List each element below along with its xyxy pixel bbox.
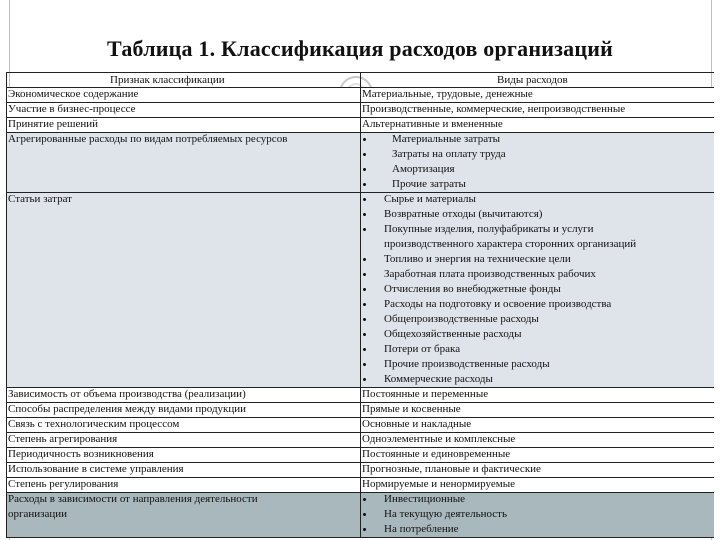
bullet-icon [363,513,366,516]
bullet-icon [363,258,366,261]
expense-type-text: Расходы на подготовку и освоение производства [384,298,612,310]
criterion-text: Зависимость от объема производства (реализации) [8,388,246,400]
expense-type-text: Постоянные и переменные [362,388,489,400]
criterion-text: Экономическое содержание [8,88,139,100]
expense-type-text: Материальные затраты [392,133,501,145]
bullet-icon [363,288,366,291]
criterion-text: Связь с технологическим процессом [8,418,180,430]
bullet-icon [363,528,366,531]
criterion-text: организации [8,508,68,520]
expense-type-text: Нормируемые и ненормируемые [362,478,516,490]
bullet-icon [363,333,366,336]
criterion-text: Способы распределения между видами продукции [8,403,247,415]
criterion-text: Принятие решений [8,118,98,130]
slide-title: Таблица 1. Классификация расходов организаций [107,36,613,61]
criterion-text: Статьи затрат [8,193,72,205]
expense-type-text: Возвратные отходы (вычитаются) [384,208,543,220]
header-expense-types: Виды расходов [497,74,568,86]
expense-type-text: Затраты на оплату труда [392,148,506,160]
expense-type-text: Производственные, коммерческие, непроизводственные [362,103,626,115]
expense-type-text: Отчисления во внебюджетные фонды [384,283,561,295]
criterion-text: Агрегированные расходы по видам потребляемых ресурсов [8,133,288,145]
bullet-icon [363,183,366,186]
bullet-icon [363,213,366,216]
bullet-icon [363,363,366,366]
bullet-icon [363,153,366,156]
expense-type-text: Коммерческие расходы [384,373,493,385]
bullet-icon [363,168,366,171]
table-left-border [6,72,7,537]
expense-type-text: Альтернативные и вмененные [362,118,503,130]
criterion-text: Периодичность возникновения [8,448,154,460]
bullet-icon [363,138,366,141]
expense-type-text-continued: производственного характера сторонних организаций [384,238,637,250]
bullet-icon [363,318,366,321]
bullet-icon [363,348,366,351]
expense-type-text: Основные и накладные [362,418,472,430]
row-divider [6,537,714,538]
expense-type-text: Одноэлементные и комплексные [362,433,516,445]
bullet-icon [363,378,366,381]
expense-type-text: Прочие затраты [392,178,466,190]
criterion-text: Степень агрегирования [8,433,118,445]
expense-type-text: На текущую деятельность [384,508,507,520]
expense-type-text: На потребление [384,523,459,535]
expense-type-text: Инвестиционные [384,493,466,505]
expense-type-text: Общехозяйственные расходы [384,328,522,340]
bullet-icon [363,498,366,501]
expense-type-text: Материальные, трудовые, денежные [362,88,533,100]
bullet-icon [363,273,366,276]
expense-type-text: Амортизация [392,163,455,175]
column-divider [360,72,361,537]
expense-type-text: Прогнозные, плановые и фактические [362,463,541,475]
header-classification-criterion: Признак классификации [110,74,225,86]
expense-type-text: Сырье и материалы [384,193,476,205]
expense-type-text: Покупные изделия, полуфабрикаты и услуги [384,223,594,235]
expense-type-text: Общепроизводственные расходы [384,313,539,325]
criterion-text: Степень регулирования [8,478,119,490]
bullet-icon [363,198,366,201]
expense-type-text: Прямые и косвенные [362,403,461,415]
criterion-text: Использование в системе управления [8,463,184,475]
criterion-text: Участие в бизнес-процессе [8,103,136,115]
expense-type-text: Заработная плата производственных рабочих [384,268,596,280]
criterion-text: Расходы в зависимости от направления деятельности [8,493,258,505]
expense-type-text: Прочие производственные расходы [384,358,550,370]
bullet-icon [363,303,366,306]
expense-type-text: Постоянные и единовременные [362,448,511,460]
bullet-icon [363,228,366,231]
expense-type-text: Топливо и энергия на технические цели [384,253,571,265]
expense-type-text: Потери от брака [384,343,461,355]
